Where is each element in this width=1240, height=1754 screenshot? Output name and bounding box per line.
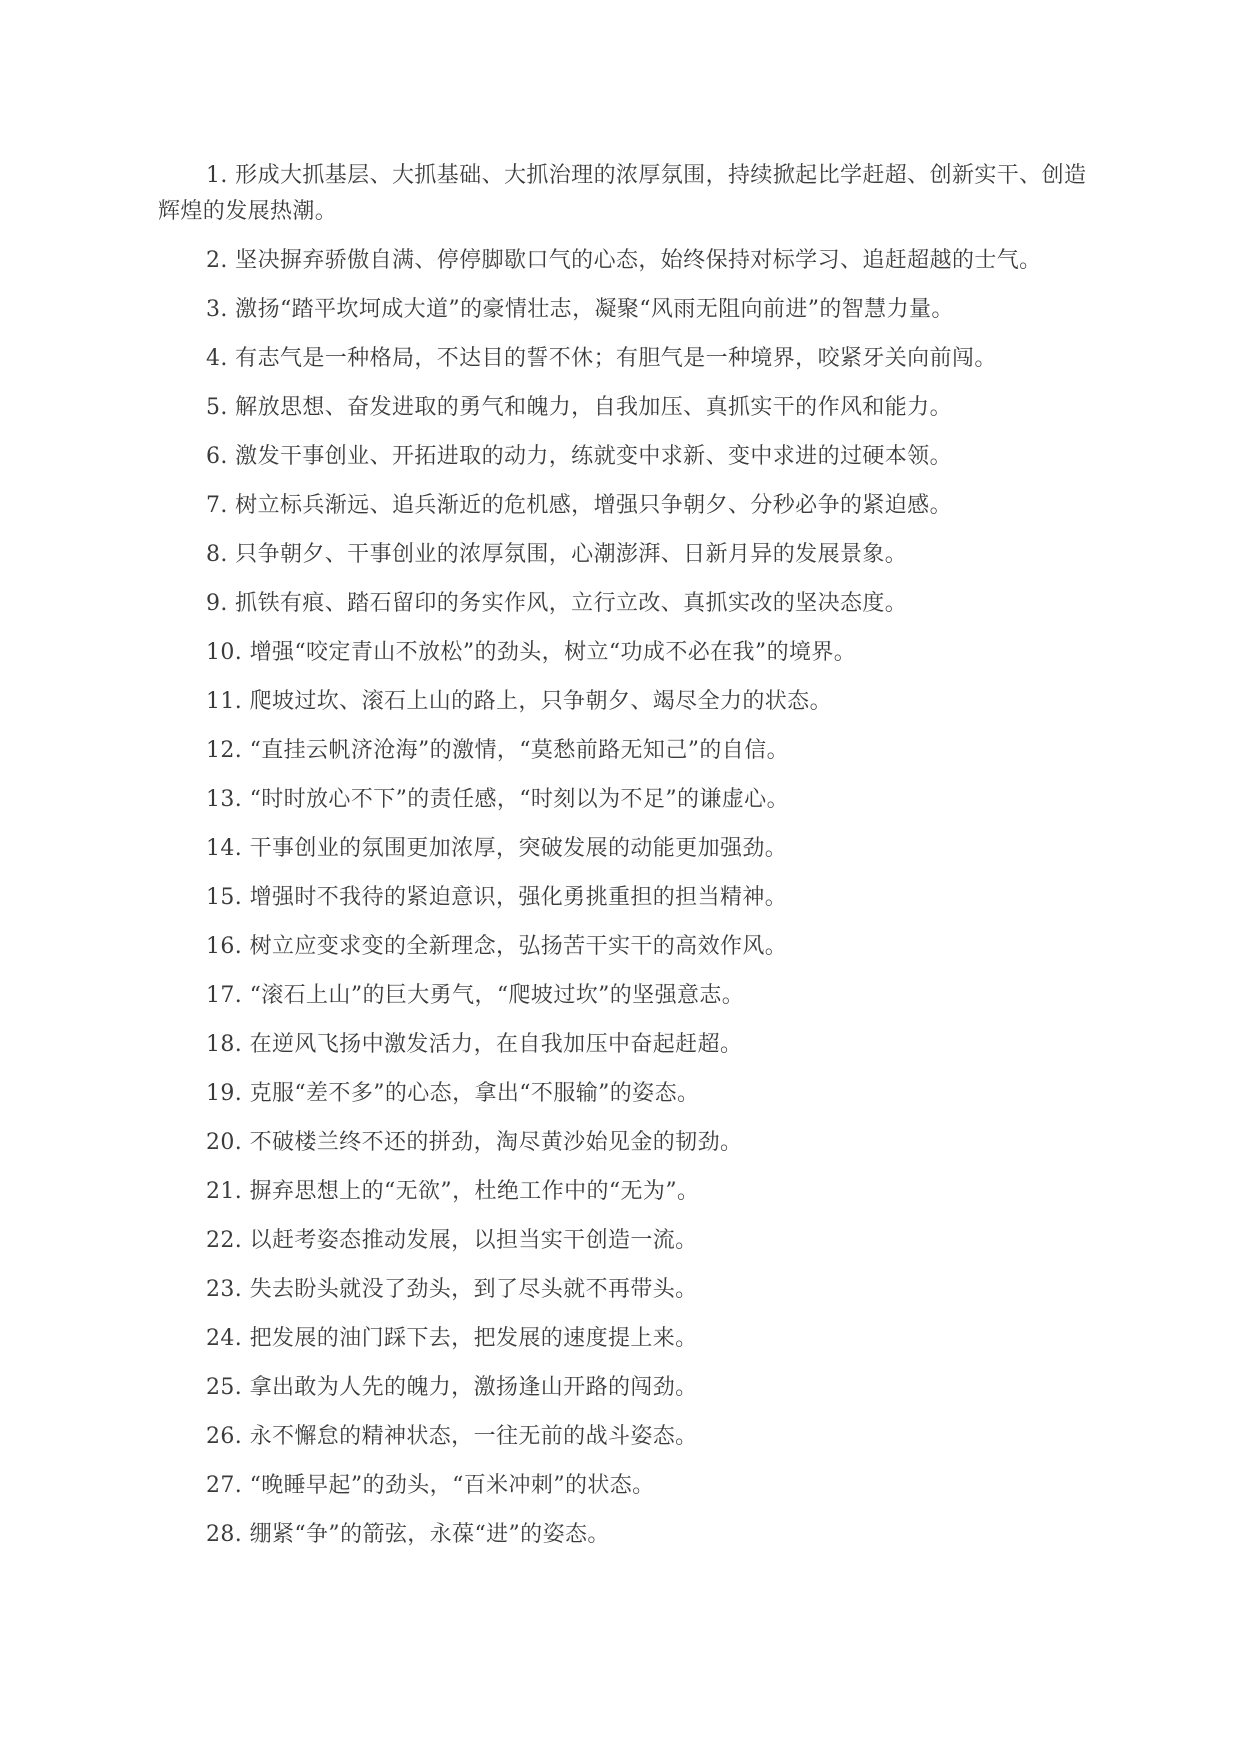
list-item-12: 12. “直挂云帆济沧海”的激情，“莫愁前路无知己”的自信。 — [206, 738, 789, 763]
list-item-5: 5. 解放思想、奋发进取的勇气和魄力，自我加压、真抓实干的作风和能力。 — [206, 395, 952, 420]
list-item-20: 20. 不破楼兰终不还的拼劲，淘尽黄沙始见金的韧劲。 — [206, 1130, 743, 1155]
list-item-10: 10. 增强“咬定青山不放松”的劲头，树立“功成不必在我”的境界。 — [206, 640, 857, 665]
list-item-4: 4. 有志气是一种格局，不达目的誓不休；有胆气是一种境界，咬紧牙关向前闯。 — [206, 346, 997, 371]
list-item-1: 1. 形成大抓基层、大抓基础、大抓治理的浓厚氛围，持续掀起比学赶超、创新实干、创造辉煌的发展热潮。 — [158, 163, 1087, 224]
list-item-3: 3. 激扬“踏平坎坷成大道”的豪情壮志，凝聚“风雨无阻向前进”的智慧力量。 — [206, 297, 954, 322]
list-item-9: 9. 抓铁有痕、踏石留印的务实作风，立行立改、真抓实改的坚决态度。 — [206, 591, 908, 616]
list-item-2: 2. 坚决摒弃骄傲自满、停停脚歇口气的心态，始终保持对标学习、追赶超越的士气。 — [206, 248, 1042, 273]
list-item-19: 19. 克服“差不多”的心态，拿出“不服输”的姿态。 — [206, 1081, 700, 1106]
list-item-6: 6. 激发干事创业、开拓进取的动力，练就变中求新、变中求进的过硬本领。 — [206, 444, 952, 469]
list-item-25: 25. 拿出敢为人先的魄力，激扬逢山开路的闯劲。 — [206, 1375, 698, 1400]
list-item-17: 17. “滚石上山”的巨大勇气，“爬坡过坎”的坚强意志。 — [206, 983, 745, 1008]
list-item-21: 21. 摒弃思想上的“无欲”，杜绝工作中的“无为”。 — [206, 1179, 700, 1204]
list-item-15: 15. 增强时不我待的紧迫意识，强化勇挑重担的担当精神。 — [206, 885, 788, 910]
list-item-8: 8. 只争朝夕、干事创业的浓厚氛围，心潮澎湃、日新月异的发展景象。 — [206, 542, 908, 567]
list-item-13: 13. “时时放心不下”的责任感，“时刻以为不足”的谦虚心。 — [206, 787, 789, 812]
list-item-26: 26. 永不懈怠的精神状态，一往无前的战斗姿态。 — [206, 1424, 698, 1449]
list-item-14: 14. 干事创业的氛围更加浓厚，突破发展的动能更加强劲。 — [206, 836, 788, 861]
list-item-27: 27. “晚睡早起”的劲头，“百米冲刺”的状态。 — [206, 1473, 655, 1498]
list-item-24: 24. 把发展的油门踩下去，把发展的速度提上来。 — [206, 1326, 698, 1351]
list-item-7: 7. 树立标兵渐远、追兵渐近的危机感，增强只争朝夕、分秒必争的紧迫感。 — [206, 493, 952, 518]
list-item-28: 28. 绷紧“争”的箭弦，永葆“进”的姿态。 — [206, 1522, 610, 1547]
list-item-23: 23. 失去盼头就没了劲头，到了尽头就不再带头。 — [206, 1277, 698, 1302]
list-item-22: 22. 以赶考姿态推动发展，以担当实干创造一流。 — [206, 1228, 698, 1253]
document-page — [158, 158, 1090, 1566]
list-item-16: 16. 树立应变求变的全新理念，弘扬苦干实干的高效作风。 — [206, 934, 788, 959]
list-item-11: 11. 爬坡过坎、滚石上山的路上，只争朝夕、竭尽全力的状态。 — [206, 689, 832, 714]
list-item-18: 18. 在逆风飞扬中激发活力，在自我加压中奋起赶超。 — [206, 1032, 743, 1057]
